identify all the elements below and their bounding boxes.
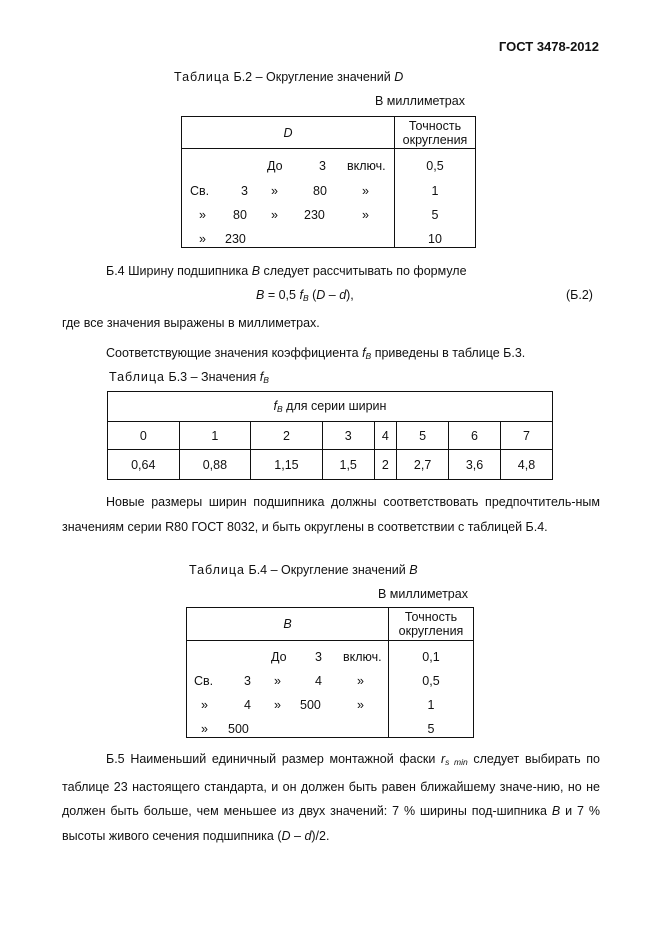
table-b3-series-cell: 7 [501, 422, 553, 450]
table-b3-value-cell: 1,15 [251, 450, 323, 480]
units-note: где все значения выражены в миллиметрах. [62, 316, 320, 330]
table-b3-series-cell: 5 [397, 422, 449, 450]
table-b3-caption: Таблица Б.3 – Значения $f_B$ [109, 370, 269, 385]
paragraph-new-sizes: Новые размеры ширин подшипника должны соответствовать предпочтитель-ным значениям серии R80 ГОСТ 8032, и быть округлены в соответствии с таблицей Б.4. [62, 495, 600, 534]
table-b4-units: В миллиметрах [378, 587, 468, 601]
table-b3-header: $f_B$ для серии ширин [108, 392, 553, 422]
table-b3 [107, 391, 553, 480]
b4-intro: Б.4 Ширину подшипника B следует рассчитывать по формуле [106, 264, 467, 278]
formula-number: (Б.2) [566, 288, 593, 302]
table-b3-series-cell: 1 [179, 422, 251, 450]
table-b2-col-precision: Точность округления [395, 117, 476, 149]
table-b3-value-cell: 4,8 [501, 450, 553, 480]
paragraph-b5: Б.5 Наименьший единичный размер монтажной фаски $r_{s min}$ следует выбирать по таблице 23 настоящего стандарта, и он должен быть равен ближайшему значе-нию, но не должен быть больше, чем меньшее из двух значений: 7 % ширины под-шипника B и 7 % высоты живого сечения подшипника (D – d)/2. [62, 752, 600, 843]
table-b3-series-cell: 2 [251, 422, 323, 450]
table-b4-ranges: До 3 включ. Св. 3 » 4 » » 4 » 500 » » 500 [187, 641, 389, 738]
table-b4-values: 0,1 0,5 1 5 [389, 641, 474, 738]
table-b3-value-cell: 3,6 [449, 450, 501, 480]
table-b3-series-cell: 4 [374, 422, 396, 450]
table-b3-series-cell: 0 [108, 422, 180, 450]
table-b3-value-cell: 1,5 [322, 450, 374, 480]
table-b3-value-cell: 0,88 [179, 450, 251, 480]
document-header: ГОСТ 3478-2012 [498, 39, 599, 54]
table-b2-col-d: D [182, 117, 395, 149]
formula-b2: B = 0,5 $f_B$ (D – d), [256, 288, 354, 303]
table-b3-series-cell: 3 [322, 422, 374, 450]
table-b3-value-cell: 2 [374, 450, 396, 480]
table-b2-units: В миллиметрах [375, 94, 465, 108]
table-b3-reference: Соответствующие значения коэффициента $f_B$ приведены в таблице Б.3. [106, 346, 526, 361]
table-b2-ranges: До 3 включ. Св. 3 » 80 » » 80 » 230 » » 230 [182, 149, 395, 248]
table-b3-value-cell: 2,7 [397, 450, 449, 480]
table-b2-caption: Таблица Б.2 – Округление значений D [174, 70, 404, 84]
table-b4 [186, 607, 474, 738]
table-b4-col-b: B [187, 608, 389, 641]
table-b2-values: 0,5 1 5 10 [395, 149, 476, 248]
table-b2 [181, 116, 476, 248]
table-b3-series-cell: 6 [449, 422, 501, 450]
table-b4-caption: Таблица Б.4 – Округление значений B [189, 563, 418, 577]
table-b4-col-precision: Точность округления [389, 608, 474, 641]
table-b3-value-cell: 0,64 [108, 450, 180, 480]
